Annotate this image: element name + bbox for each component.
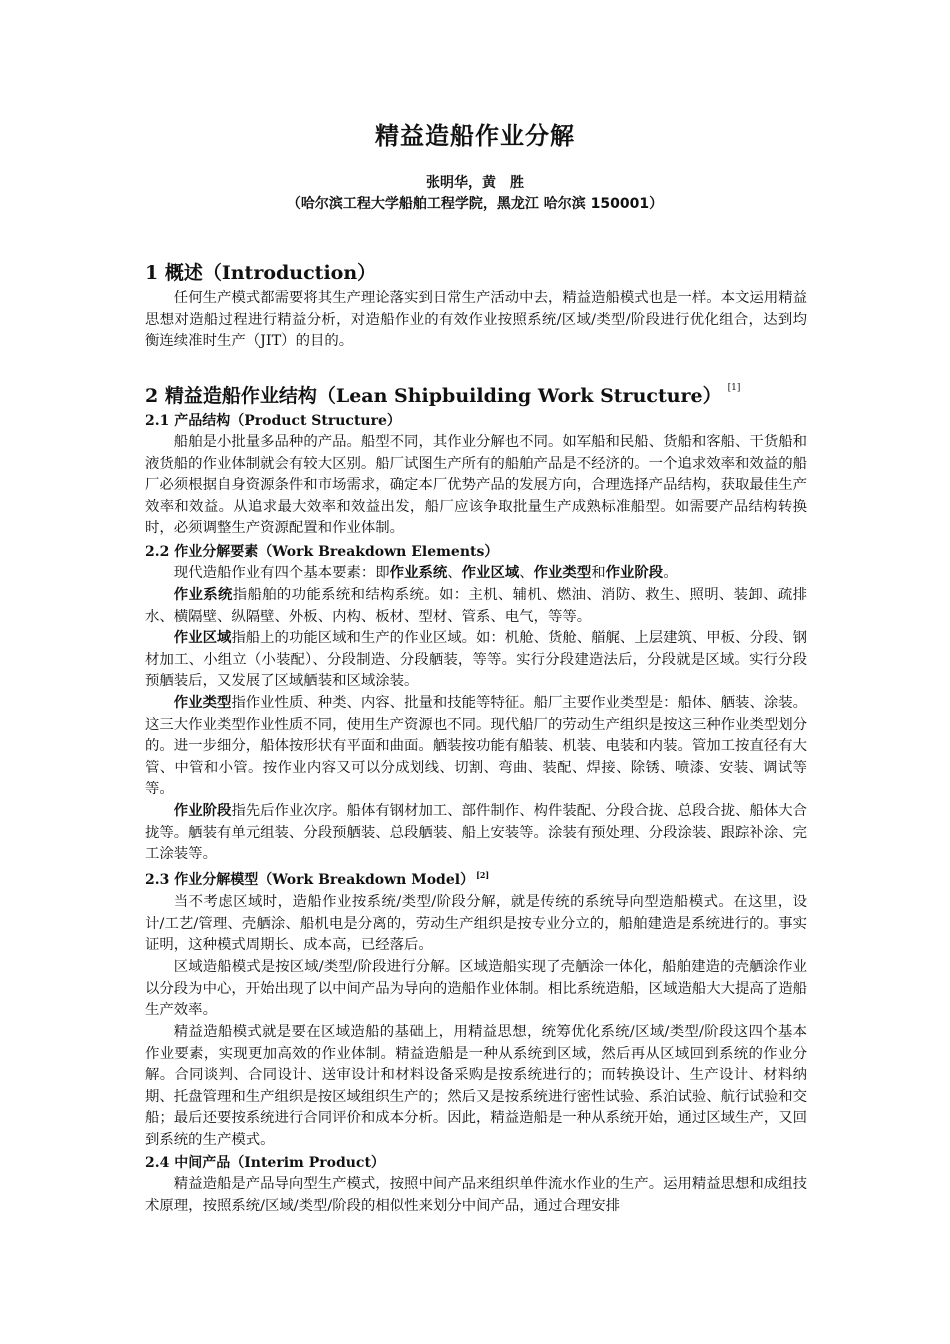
section-2-3-paragraph-3: 精益造船模式就是要在区域造船的基础上，用精益思想，统筹优化系统/区域/类型/阶段这四个基本作业要素，实现更加高效的作业体制。精益造船是一种从系统到区域，然后再从区域回到系统的作业分解。合同谈判、合同设计、送审设计和材料设备采购是按系统进行的；而转换设计、生产设计、材料纳期、托盘管理和生产组织是按区域组织生产的；然后又是按系统进行密性试验、系泊试验、航行试验和交船；最后还要按系统进行合同评价和成本分析。因此，精益造船是一种从系统开始，通过区域生产，又回到系统的生产模式。 (145, 1024, 807, 1148)
work-stage-paragraph (145, 801, 807, 866)
work-system-text: 指船舶的功能系统和结构系统。如：主机、辅机、燃油、消防、救生、照明、装卸、疏排水、横隔壁、纵隔壁、外板、内构、板材、型材、管系、电气，等等。 (145, 587, 807, 625)
paper-authors: 张明华，黄 胜 (426, 175, 524, 191)
section-2-3-paragraph-2: 区域造船模式是按区域/类型/阶段进行分解。区域造船实现了壳舾涂一体化，船舶建造的壳舾涂作业以分段为中心，开始出现了以中间产品为导向的造船作业体制。相比系统造船，区域造船大大提高了造船生产效率。 (145, 959, 807, 1019)
section-2-2-heading: 2.2 作业分解要素（Work Breakdown Elements） (145, 544, 499, 560)
work-stage-term: 作业阶段 (173, 803, 232, 819)
section-2-heading-text: 2 精益造船作业结构（Lean Shipbuilding Work Structure） (145, 385, 722, 407)
paper-title: 精益造船作业分解 (375, 122, 575, 150)
work-type-text: 指作业性质、种类、内容、批量和技能等特征。船厂主要作业类型是：船体、舾装、涂装。这三大作业类型作业性质不同，使用生产资源也不同。现代船厂的劳动生产组织是按这三种作业类型划分的。进一步细分，船体按形状有平面和曲面。舾装按功能有船装、机装、电装和内装。管加工按直径有大管、中管和小管。按作业内容又可以分成划线、切割、弯曲、装配、焊接、除锈、喷漆、安装、调试等等。 (145, 695, 808, 798)
section-1-heading (145, 258, 845, 285)
work-system-paragraph (145, 585, 807, 628)
intro-sep: 和 (591, 565, 606, 581)
intro-text: 现代造船作业有四个基本要素：即 (173, 565, 390, 581)
intro-sep: 、 (447, 565, 462, 581)
section-2-3-heading (145, 869, 805, 889)
work-stage-text: 指先后作业次序。船体有钢材加工、部件制作、构件装配、分段合拢、总段合拢、船体大合拢等。舾装有单元组装、分段预舾装、总段舾装、船上安装等。涂装有预处理、分段涂装、跟踪补涂、完工涂装等。 (145, 803, 808, 863)
paper-affiliation: （哈尔滨工程大学船舶工程学院，黑龙江 哈尔滨 150001） (286, 196, 664, 212)
term-work-type: 作业类型 (533, 565, 592, 581)
term-work-zone: 作业区域 (461, 565, 520, 581)
section-2-3-citation: [2] (476, 870, 490, 880)
work-zone-paragraph (145, 628, 807, 693)
intro-sep: 、 (519, 565, 534, 581)
section-2-4-heading: 2.4 中间产品（Interim Product） (145, 1155, 385, 1171)
term-work-system: 作业系统 (389, 565, 448, 581)
work-system-term: 作业系统 (173, 587, 233, 603)
section-1-heading-text: 1 概述（Introduction） (145, 262, 377, 284)
section-2-citation: [1] (727, 383, 741, 393)
section-2-3-heading-text: 2.3 作业分解模型（Work Breakdown Model） (145, 872, 475, 888)
section-2-1-heading: 2.1 产品结构（Product Structure） (145, 413, 401, 429)
work-zone-text: 指船上的功能区域和生产的作业区域。如：机舱、货舱、艏艉、上层建筑、甲板、分段、钢材加工、小组立（小装配）、分段制造、分段舾装，等等。实行分段建造法后，分段就是区域。实行分段预舾装后，又发展了区域舾装和区域涂装。 (145, 630, 808, 690)
section-2-3-paragraph-1: 当不考虑区域时，造船作业按系统/类型/阶段分解，就是传统的系统导向型造船模式。在这里，设计/工艺/管理、壳舾涂、船机电是分离的，劳动生产组织是按专业分立的，船舶建造是系统进行的。事实证明，这种模式周期长、成本高，已经落后。 (145, 894, 807, 954)
section-1-paragraph: 任何生产模式都需要将其生产理论落实到日常生产活动中去，精益造船模式也是一样。本文运用精益思想对造船过程进行精益分析，对造船作业的有效作业按照系统/区域/类型/阶段进行优化组合，达到均衡连续准时生产（JIT）的目的。 (145, 290, 807, 350)
term-work-stage: 作业阶段 (605, 565, 664, 581)
section-2-2-intro (145, 563, 807, 585)
work-type-paragraph (145, 693, 807, 801)
section-2-4-paragraph: 精益造船是产品导向型生产模式，按照中间产品来组织单件流水作业的生产。运用精益思想和成组技术原理，按照系统/区域/类型/阶段的相似性来划分中间产品，通过合理安排 (145, 1176, 807, 1214)
work-zone-term: 作业区域 (173, 630, 232, 646)
work-type-term: 作业类型 (173, 695, 232, 711)
section-2-heading (145, 381, 845, 408)
section-2-1-paragraph: 船舶是小批量多品种的产品。船型不同，其作业分解也不同。如军船和民船、货船和客船、干货船和液货船的作业体制就会有较大区别。船厂试图生产所有的船舶产品是不经济的。一个追求效率和效益的船厂必须根据自身资源条件和市场需求，确定本厂优势产品的发展方向，合理选择产品结构，获取最佳生产效率和效益。从追求最大效率和效益出发，船厂应该争取批量生产成熟标准船型。如需要产品结构转换时，必须调整生产资源配置和作业体制。 (145, 434, 807, 537)
intro-end: 。 (663, 565, 678, 581)
